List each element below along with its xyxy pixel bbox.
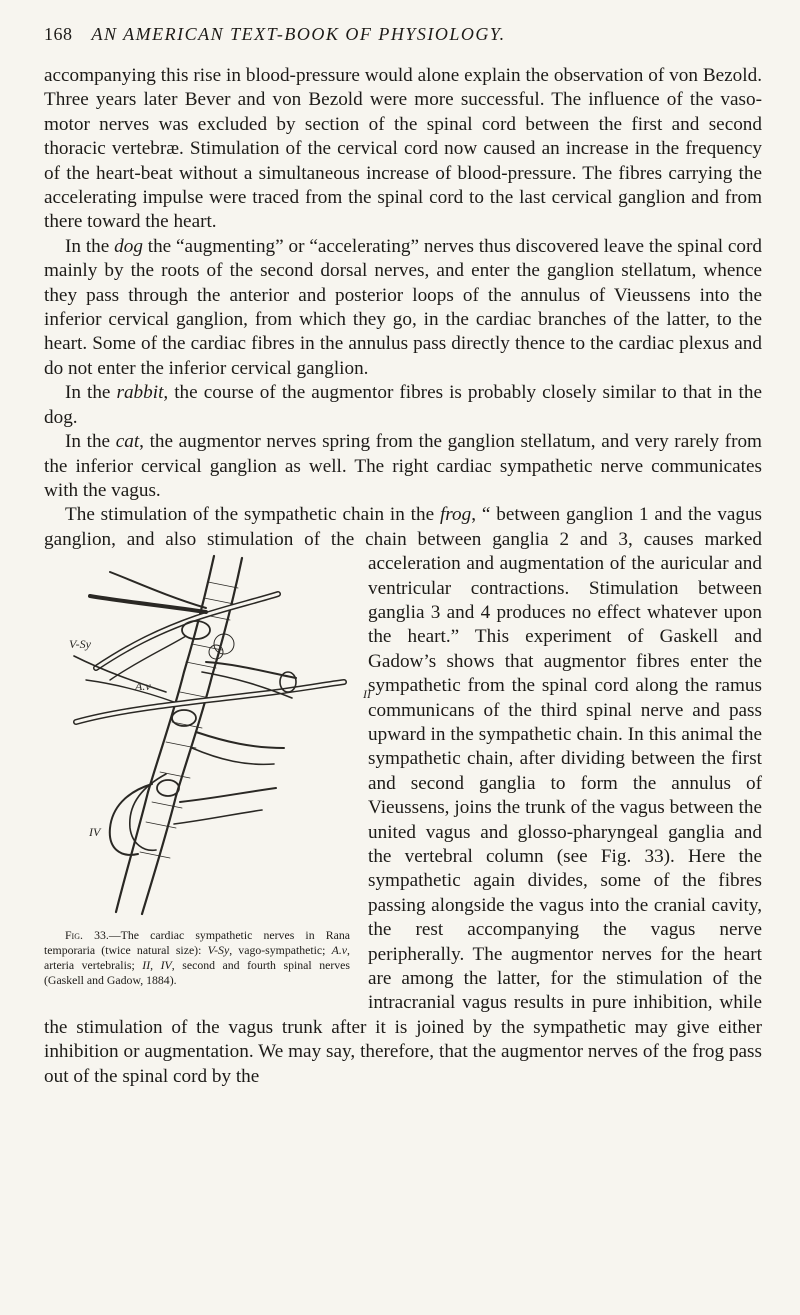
emphasis: cat	[115, 431, 140, 453]
body-text	[44, 64, 762, 1089]
paragraph: In the dog the “augmenting” or “accelerating” nerves thus discovered leave the spinal cord mainly by the roots of the second dorsal nerves, and enter the ganglion stellatum, whence they pass through the anterior and posterior loops of the annulus of Vieussens into the inferior cervical ganglion, from which they go, in the cardiac branches of the latter, to the heart. Some of the cardiac fibres in the annulus pass directly thence to the cardiac plexus and do not enter the inferior cervical ganglion.	[44, 235, 762, 379]
label-av: A.v	[135, 679, 151, 694]
nerve-illustration	[56, 552, 356, 920]
page-number: 168	[44, 24, 73, 44]
figure-number: Fig. 33.	[65, 928, 109, 943]
figure-caption: Fig. 33.—The cardiac sympathetic nerves in Rana temporaria (twice natural size): V-Sy, vago-sympathetic; A.v, arteria vertebralis; II, IV, second and fourth spinal nerves (Gaskell and Gadow, 1884).	[44, 928, 351, 988]
label-ii: II	[363, 687, 371, 702]
label-vsy: V-Sy	[69, 637, 91, 652]
paragraph: In the rabbit, the course of the augmentor fibres is probably closely similar to that in the dog.	[44, 382, 762, 428]
paragraph: In the cat, the augmentor nerves spring from the ganglion stellatum, and very rarely from the inferior cervical ganglion as well. The right cardiac sympathetic nerve communicates with the vagus.	[44, 431, 762, 501]
label-iv: IV	[89, 825, 101, 840]
emphasis: rabbit	[116, 382, 164, 404]
emphasis: frog	[439, 504, 472, 526]
paragraph: The stimulation of the sympathetic chain in the frog, “ between ganglion 1 and the vagus ganglion, and also stimulation of the chain between ganglia 2 V-Sy A.v II IV Fig. 33.—The cardiac sympathetic nerves in Rana temporaria (twice natural size): V-Sy, vago-sympathetic; A.v, arteria vertebralis; II, IV, second and fourth spinal nerves (Gaskell and Gadow, 1884). and 3, causes marked acceleration and augmentation of the auricular and ventricular contractions. Stimulation between ganglia 3 and 4 produces no effect whatever upon the heart.” This experiment of Gaskell and Gadow’s shows that augmentor fibres enter the sympathetic from the spinal cord along the ramus communicans of the third spinal nerve and pass upward in the sympathetic chain. In this animal the sympathetic chain, after dividing between the first and second ganglia to form the annulus of Vieussens, joins the trunk of the vagus between the united vagus and glosso-pharyngeal ganglia and the vertebral column (see Fig. 33). Here the sympathetic again divides, some of the fibres passing alongside the vagus into the cranial cavity, the rest accompanying the vagus nerve peripherally. The augmentor nerves for the heart are among the latter, for the stimulation of the intracranial vagus results in pure inhibition, while the stimulation of the vagus trunk after it is joined by the sympathetic may give either inhibition or augmentation. We may say, therefore, that the augmentor nerves of the frog pass out of the spinal cord by the	[44, 504, 762, 1087]
figure	[44, 552, 371, 992]
running-head	[44, 24, 764, 45]
paragraph: accompanying this rise in blood-pressure would alone explain the observation of von Bezold. Three years later Bever and von Bezold were more successful. The influence of the vaso-motor nerves was excluded by section of the spinal cord between the first and second thoracic vertebræ. Stimulation of the cervical cord now caused an increase in the frequency of the heart-beat without a simultaneous increase of blood-pressure. The fibres carrying the accelerating impulse were traced from the spinal cord to the last cervical ganglion and from there toward the heart.	[44, 65, 762, 233]
emphasis: dog	[114, 235, 143, 257]
running-title: AN AMERICAN TEXT-BOOK OF PHYSIOLOGY.	[91, 24, 506, 44]
